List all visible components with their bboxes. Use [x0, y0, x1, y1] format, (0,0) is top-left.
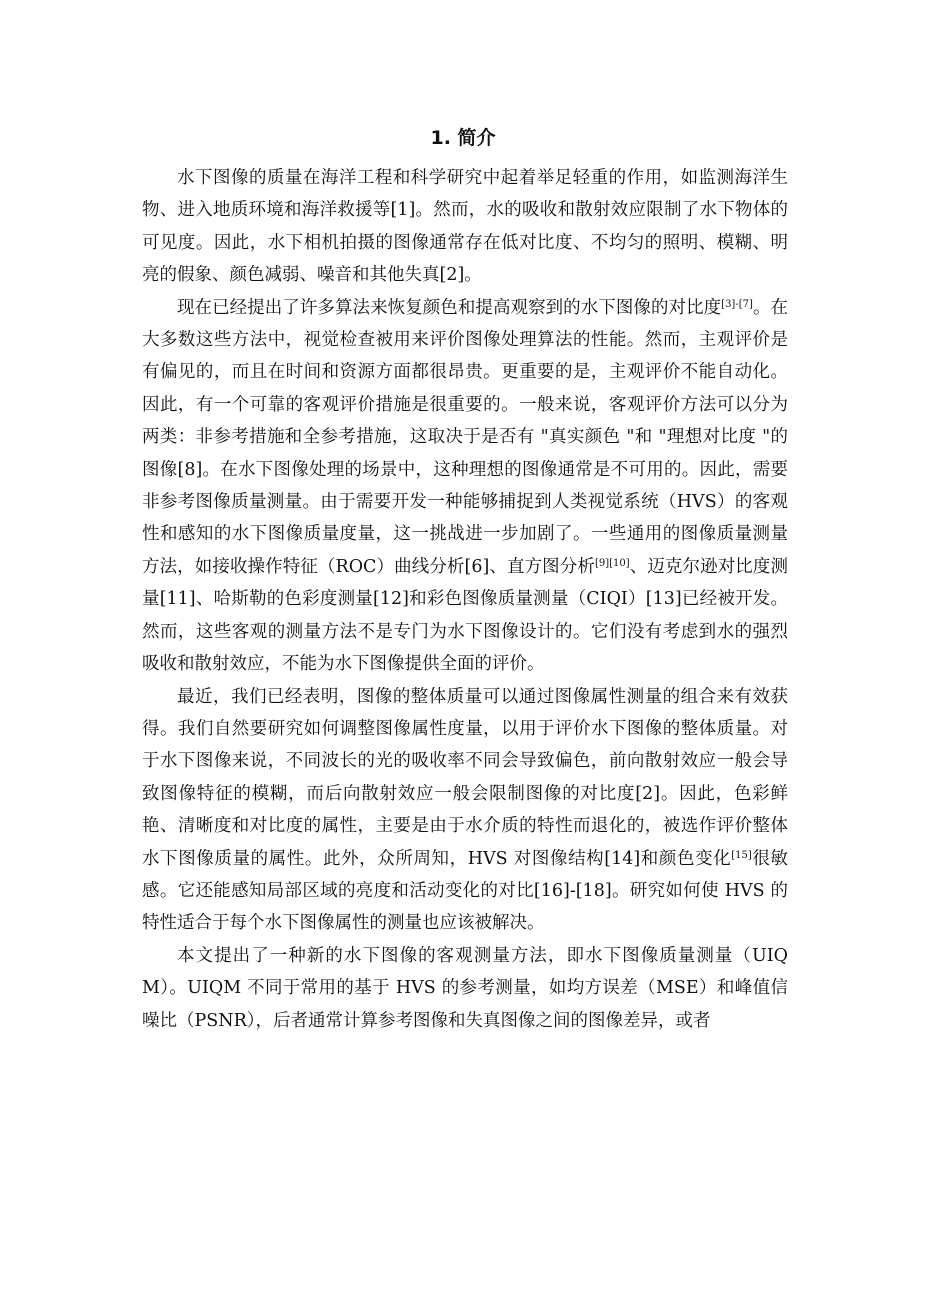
paragraph-3 — [142, 681, 788, 940]
citation-superscript: [9][10] — [594, 557, 630, 569]
body-text — [142, 162, 788, 1037]
paragraph-text: 很敏感。它还能感知局部区域的亮度和活动变化的对比[16]-[18]。研究如何使 HVS 的特性适合于每个水下图像属性的测量也应该被解决。 — [142, 848, 789, 934]
paragraph-1 — [142, 162, 788, 292]
paragraph-text: 。在大多数这些方法中，视觉检查被用来评价图像处理算法的性能。然而，主观评价是有偏见的，而且在时间和资源方面都很昂贵。更重要的是，主观评价不能自动化。因此，有一个可靠的客观评价措施是很重要的。一般来说，客观评价方法可以分为两类：非参考措施和全参考措施，这取决于是否有 "真实颜色 "和 "理想对比度 "的图像[8]。在水下图像处理的场景中，这种理想的图像通常是不可用的。因此，需要非参考图像质量测量。由于需要开发一种能够捕捉到人类视觉系统（HVS）的客观性和感知的水下图像质量度量，这一挑战进一步加剧了。一些通用的图像质量测量方法，如接收操作特征（ROC）曲线分析[6]、直方图分析 — [142, 297, 788, 577]
section-title: 1. 简介 — [430, 127, 496, 149]
paragraph-text: 水下图像的质量在海洋工程和科学研究中起着举足轻重的作用，如监测海洋生物、进入地质环境和海洋救援等[1]。然而，水的吸收和散射效应限制了水下物体的可见度。因此，水下相机拍摄的图像通常存在低对比度、不均匀的照明、模糊、明亮的假象、颜色减弱、噪音和其他失真[2]。 — [142, 168, 788, 286]
citation-superscript: [3]-[7] — [721, 298, 753, 310]
citation-superscript: [15] — [731, 849, 752, 861]
paragraph-text: 最近，我们已经表明，图像的整体质量可以通过图像属性测量的组合来有效获得。我们自然要研究如何调整图像属性度量，以用于评价水下图像的整体质量。对于水下图像来说，不同波长的光的吸收率不同会导致偏色，前向散射效应一般会导致图像特征的模糊，而后向散射效应一般会限制图像的对比度[2]。因此，色彩鲜艳、清晰度和对比度的属性，主要是由于水介质的特性而退化的，被选作评价整体水下图像质量的属性。此外，众所周知，HVS 对图像结构[14]和颜色变化 — [142, 686, 788, 869]
paragraph-text: 现在已经提出了许多算法来恢复颜色和提高观察到的水下图像的对比度 — [177, 297, 722, 318]
paragraph-2 — [142, 292, 788, 681]
paragraph-4 — [142, 940, 788, 1037]
paragraph-text: 、迈克尔逊对比度测量[11]、哈斯勒的色彩度测量[12]和彩色图像质量测量（CIQI）[13]已经被开发。然而，这些客观的测量方法不是专门为水下图像设计的。它们没有考虑到水的强烈吸收和散射效应，不能为水下图像提供全面的评价。 — [142, 556, 788, 675]
paragraph-text: 本文提出了一种新的水下图像的客观测量方法，即水下图像质量测量（UIQM）。UIQM 不同于常用的基于 HVS 的参考测量，如均方误差（MSE）和峰值信噪比（PSNR），后者通常计算参考图像和失真图像之间的图像差异，或者 — [142, 945, 788, 1031]
